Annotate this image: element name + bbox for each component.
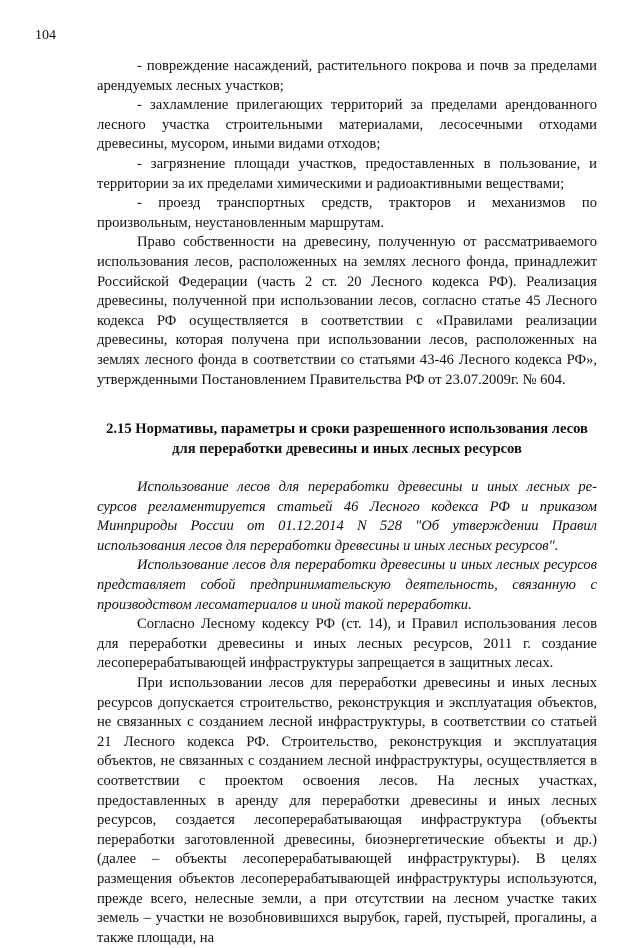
section-heading-line: для переработки древесины и иных лесных ресурсов [172,441,522,458]
page-body [97,57,597,948]
bullet-item: - проезд транспортных средств, тракторов и механизмов по произвольным, неустановленным маршрутам. [97,195,597,231]
bullet-item: - повреждение насаждений, растительного покрова и почв за пределами арендуемых лесных участков; [97,58,597,94]
section-heading-line: 2.15 Нормативы, параметры и сроки разрешенного использования лесов [106,421,588,438]
body-paragraph: При использовании лесов для переработки древесины и иных лесных ресурсов допускается строительство, реконструкция и эксплуатация объектов, не связанных с созданием лесной инфраструктуры, в соответствии со статьей 21 Лесного кодекса РФ. Строительство, реконструкция и эксплуатация объектов, не связанных с созданием лесной инфраструктуры, осуществляется в соответствии с проектом освоения лесов. На лесных участках, предоставленных в аренду для переработки древесины и иных лесных ресурсов, создается лесоперерабатывающая инфраструктура (объекты переработки заготовленной древесины, биоэнергетические объекты и др.) (далее – объекты лесоперерабатывающей инфраструктуры). В целях размещения объектов лесоперерабатывающей инфраструктуры используются, прежде всего, нелесные земли, а при отсутствии на лесном участке таких земель – участки не возобновившихся вырубок, гарей, пустырей, прогалины, а также площади, на [97,675,597,946]
page-number: 104 [35,28,56,43]
section-heading [97,419,597,459]
italic-paragraph: Использование лесов для переработки древесины и иных лесных ресурсов представляет собой предпринимательскую деятельность, связанную с производством лесоматериалов и иной такой переработки. [97,557,597,613]
bullet-item: - захламление прилегающих территорий за пределами арендованного лесного участка строительными материалами, лесосечными отходами древесины, мусором, иными видами отходов; [97,97,597,153]
bullet-item: - загрязнение площади участков, предоставленных в пользование, и территории за их пределами химическими и радиоактивными веществами; [97,155,597,192]
body-paragraph: Согласно Лесному кодексу РФ (ст. 14), и Правил использования лесов для переработки древесины и иных лесных ресурсов, 2011 г. создание лесоперерабатывающей инфраструктуры запрещается в защитных лесах. [97,616,597,672]
ownership-paragraph: Право собственности на древесину, полученную от рассматриваемого использования лесов, расположенных на землях лесного фонда, принадлежит Российской Федерации (часть 2 ст. 20 Лесного кодекса РФ). Реализация древесины, полученной при использовании лесов, согласно статье 45 Лесного кодекса РФ осуществляется в соответствии с «Правилами реализации древесины, которая получена при использовании лесов, расположенных на землях лесного фонда в соответствии со статьями 43-46 Лесного кодекса РФ», утвержденными Постановлением Правительства РФ от 23.07.2009г. № 604. [97,234,597,388]
italic-paragraph: Использование лесов для переработки древесины и иных лесных ре- сурсов регламентируется статьей 46 Лесного кодекса РФ и приказом Минприроды России от 01.12.2014 N 528 "Об утверждении Правил использования лесов для переработки древесины и иных лесных ресурсов". [97,479,597,554]
